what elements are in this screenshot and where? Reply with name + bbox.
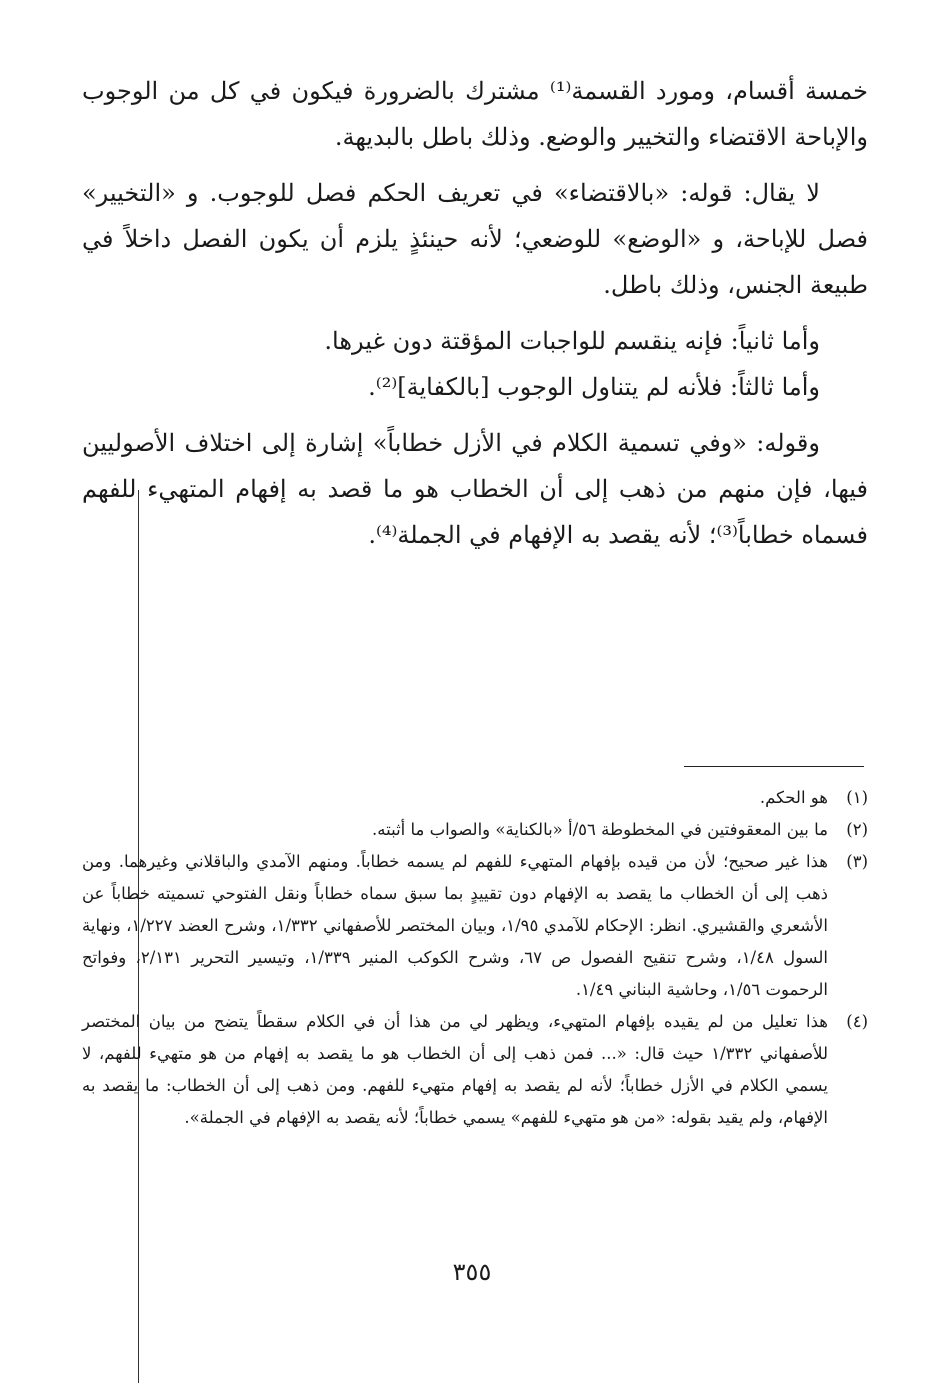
paragraph-5: وقوله: «وفي تسمية الكلام في الأزل خطاباً» إشارة إلى اختلاف الأصوليين فيها، فإن منهم من ذهب إلى أن الخطاب هو ما قصد به إفهام المتهيء للفهم فسماه خطاباً⁽³⁾؛ لأنه يقصد به الإفهام في الجملة⁽⁴⁾. [82, 429, 868, 549]
footnote-number: (١) [846, 788, 868, 807]
footnote-4 [82, 1006, 868, 1134]
footnotes [82, 782, 868, 1134]
paragraph-1: خمسة أقسام، ومورد القسمة⁽¹⁾ مشترك بالضرورة فيكون في كل من الوجوب والإباحة الاقتضاء والتخيير والوضع. وذلك باطل بالبديهة. [82, 77, 869, 151]
paragraph-3: وأما ثانياً: فإنه ينقسم للواجبات المؤقتة دون غيرها. [324, 327, 820, 355]
footnote-text: هذا تعليل من لم يقيده بإفهام المتهيء، ويظهر لي من هذا أن في الكلام سقطاً يتضح من بيان المختصر للأصفهاني ١/٣٣٢ حيث قال: «... فمن ذهب إلى أن الخطاب هو ما يقصد به إفهام من هو متهيء للفهم، لا يسمي الكلام في الأزل خطاباً؛ لأنه لم يقصد به إفهام متهيء للفهم. ومن ذهب إلى أن الخطاب: ما يقصد به الإفهام، ولم يقيد بقوله: «من هو متهيء للفهم» يسمي خطاباً؛ لأنه يقصد به الإفهام في الجملة». [82, 1012, 828, 1127]
footnote-2 [82, 814, 868, 846]
footnote-3 [82, 846, 868, 1006]
page-number: ٣٥٥ [452, 1258, 492, 1286]
footnote-number: (٣) [846, 852, 868, 871]
footnote-1 [82, 782, 868, 814]
paragraph-2: لا يقال: قوله: «بالاقتضاء» في تعريف الحكم فصل للوجوب. و «التخيير» فصل للإباحة، و «الوضع» للوضعي؛ لأنه حينئذٍ يلزم أن يكون الفصل داخلاً في طبيعة الجنس، وذلك باطل. [82, 179, 868, 299]
footnote-text: هذا غير صحيح؛ لأن من قيده بإفهام المتهيء للفهم لم يسمه خطاباً. ومنهم الآمدي والباقلاني وغيرهما. ومن ذهب إلى أن الخطاب ما يقصد به الإفهام دون تقييدٍ بما سبق سماه خطاباً ونقل الفتوحي تسميته خطاباً عن الأشعري والقشيري. انظر: الإحكام للآمدي ١/٩٥، وبيان المختصر للأصفهاني ١/٣٣٢، وشرح العضد ١/٢٢٧، ونهاية السول ١/٤٨، وشرح تنقيح الفصول ص ٦٧، وشرح الكوكب المنير ١/٣٣٩، وتيسير التحرير ٢/١٣١، وفواتح الرحموت ١/٥٦، وحاشية البناني ١/٤٩. [82, 852, 829, 999]
footnote-number: (٢) [846, 820, 868, 839]
footnote-text: ما بين المعقوفتين في المخطوطة ٥٦/أ «بالكناية» والصواب ما أثبته. [372, 820, 828, 839]
footnote-separator [684, 766, 864, 767]
main-text [82, 68, 868, 568]
paragraph-4: وأما ثالثاً: فلأنه لم يتناول الوجوب [بالكفاية]⁽²⁾. [368, 373, 820, 401]
footnote-text: هو الحكم. [759, 788, 828, 807]
footnote-number: (٤) [846, 1012, 868, 1031]
